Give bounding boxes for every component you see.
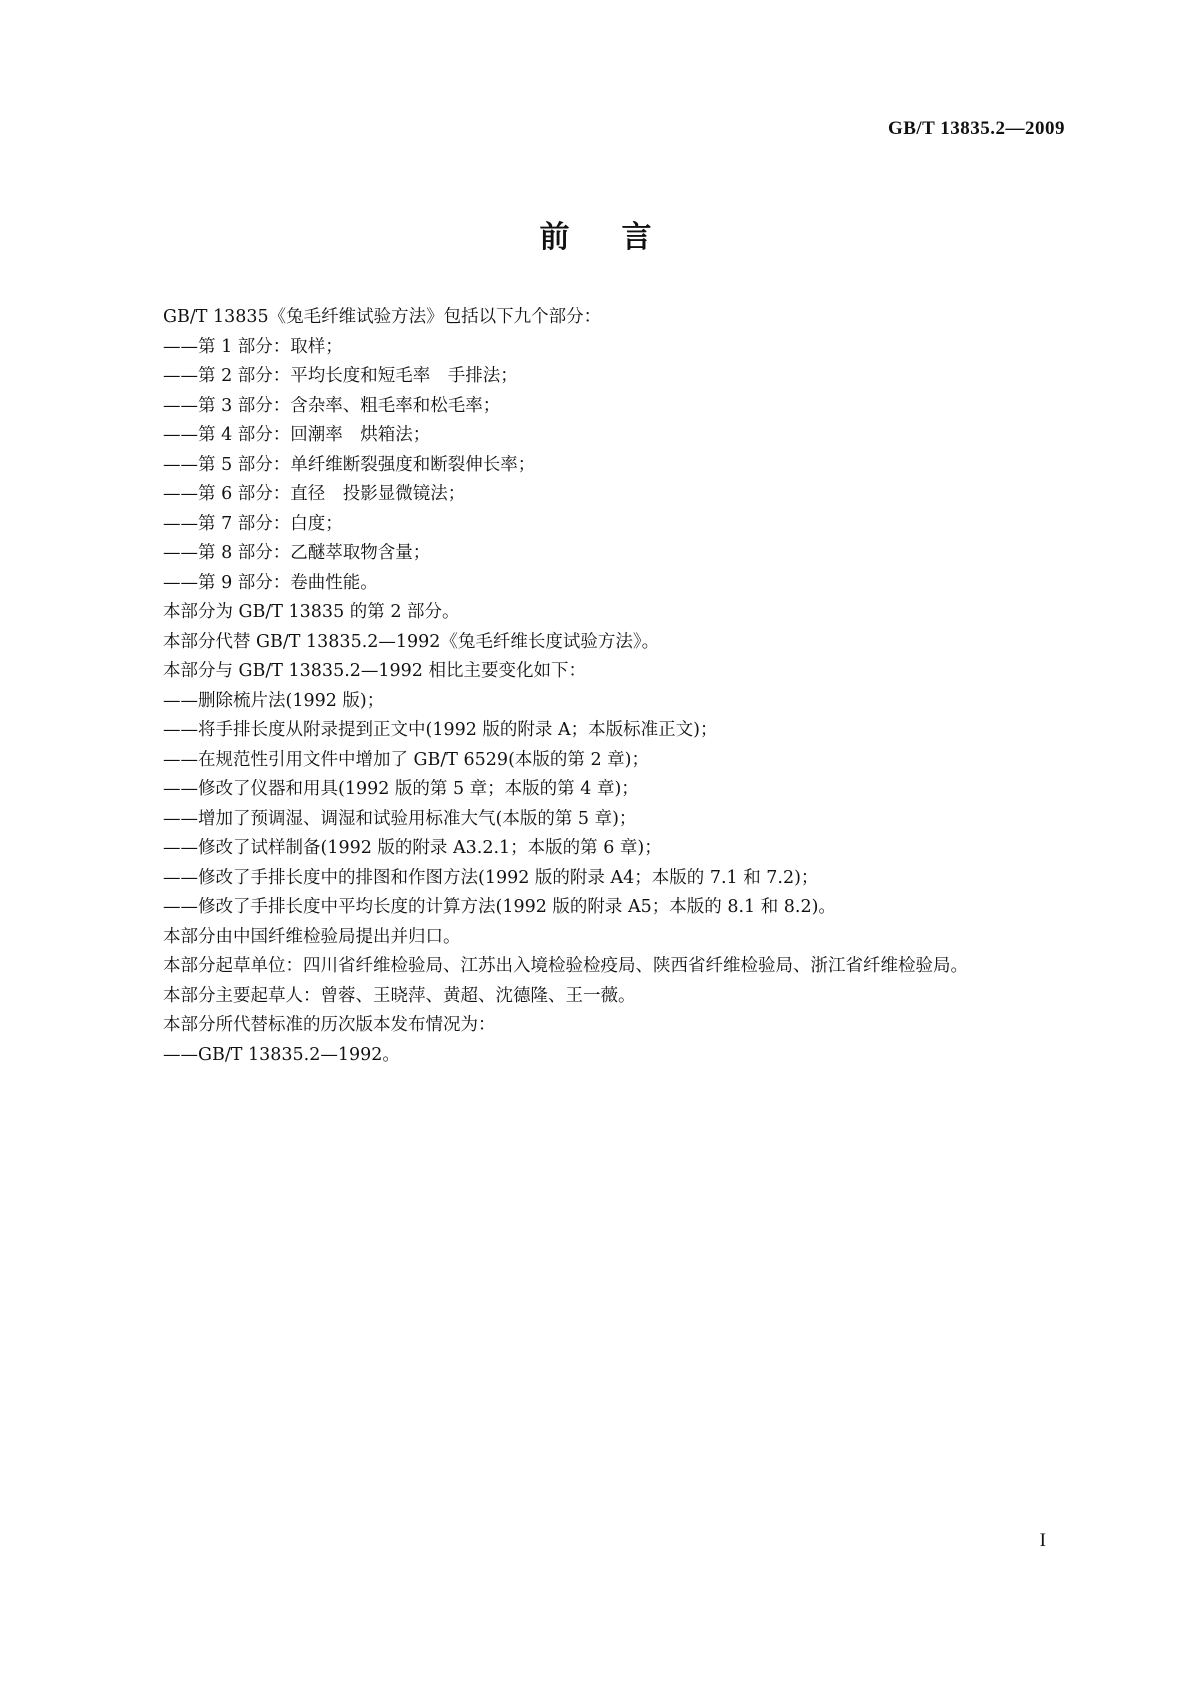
page-title: 前言: [539, 220, 704, 255]
paragraph-part-statement: 本部分为 GB/T 13835 的第 2 部分。: [163, 602, 460, 622]
list-item-change-4: ——修改了仪器和用具(1992 版的第 5 章；本版的第 4 章)；: [163, 779, 639, 799]
paragraph-intro: GB/T 13835《兔毛纤维试验方法》包括以下九个部分：: [163, 307, 602, 327]
list-item-part-8: ——第 8 部分：乙醚萃取物含量；: [163, 543, 431, 563]
paragraph-history-intro: 本部分所代替标准的历次版本发布情况为：: [163, 1015, 496, 1035]
paragraph-proposed-by: 本部分由中国纤维检验局提出并归口。: [163, 926, 461, 947]
page-number: I: [1039, 1530, 1046, 1551]
list-item-part-1: ——第 1 部分：取样；: [163, 336, 343, 357]
paragraph-drafting-units: 本部分起草单位：四川省纤维检验局、江苏出入境检验检疫局、陕西省纤维检验局、浙江省纤维检验局。: [163, 956, 968, 976]
list-item-part-4: ——第 4 部分：回潮率 烘箱法；: [163, 425, 431, 445]
list-item-change-1: ——删除梳片法(1992 版)；: [163, 690, 385, 711]
list-item-part-5: ——第 5 部分：单纤维断裂强度和断裂伸长率；: [163, 454, 536, 475]
list-item-change-7: ——修改了手排长度中的排图和作图方法(1992 版的附录 A4；本版的 7.1 和 7.2)；: [163, 867, 819, 888]
list-item-part-3: ——第 3 部分：含杂率、粗毛率和松毛率；: [163, 395, 501, 416]
list-item-history-1: ——GB/T 13835.2—1992。: [163, 1044, 400, 1065]
list-item-change-6: ——修改了试样制备(1992 版的附录 A3.2.1；本版的第 6 章)；: [163, 838, 662, 858]
list-item-change-2: ——将手排长度从附录提到正文中(1992 版的附录 A；本版标准正文)；: [163, 720, 718, 740]
list-item-part-2: ——第 2 部分：平均长度和短毛率 手排法；: [163, 366, 518, 386]
paragraph-replaces: 本部分代替 GB/T 13835.2—1992《兔毛纤维长度试验方法》。: [163, 631, 660, 652]
list-item-change-8: ——修改了手排长度中平均长度的计算方法(1992 版的附录 A5；本版的 8.1 和 8.2)。: [163, 897, 836, 917]
list-item-part-9: ——第 9 部分：卷曲性能。: [163, 572, 378, 593]
paragraph-drafters: 本部分主要起草人：曾蓉、王晓萍、黄超、沈德隆、王一薇。: [163, 985, 636, 1006]
list-item-part-6: ——第 6 部分：直径 投影显微镜法；: [163, 484, 466, 504]
list-item-change-3: ——在规范性引用文件中增加了 GB/T 6529(本版的第 2 章)；: [163, 749, 649, 770]
paragraph-changes-intro: 本部分与 GB/T 13835.2—1992 相比主要变化如下：: [163, 661, 586, 681]
list-item-part-7: ——第 7 部分：白度；: [163, 513, 343, 534]
list-item-change-5: ——增加了预调湿、调湿和试验用标准大气(本版的第 5 章)；: [163, 808, 637, 829]
standard-code: GB/T 13835.2—2009: [887, 118, 1065, 139]
foreword-body: [121, 303, 1071, 1070]
